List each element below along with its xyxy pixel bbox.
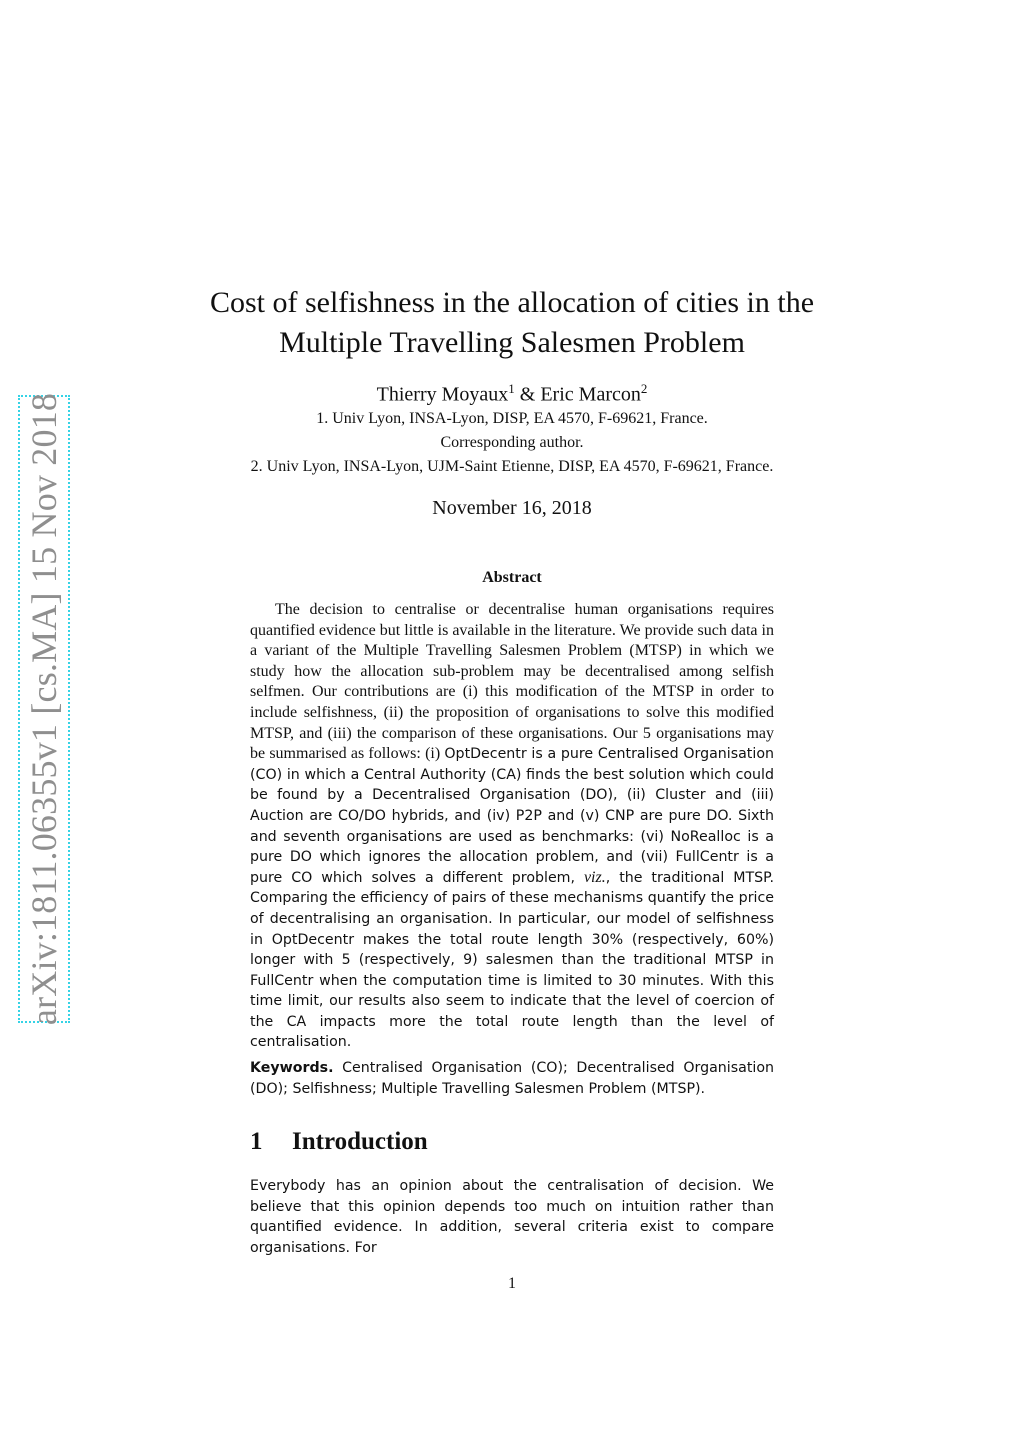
abstract-serif-text: The decision to centralise or decentralise human organisations requires quantified evidence but little is available in the literature. We provide such data in a variant of the Multiple Travelling Salesmen Problem (MTSP) in which we study how the allocation sub-problem may be decentralised among selfish selfmen. Our contributions are (i) this modification of the MTSP in order to include selfishness, (ii) the proposition of organisations to solve this modified MTSP, and (iii) the comparison of these organisations. Our 5 organisations may be summarised as follows: (i) — [250, 601, 774, 763]
title-line-2: Multiple Travelling Salesmen Problem — [279, 326, 745, 359]
arxiv-stamp[interactable]: arXiv:1811.06355v1 [cs.MA] 15 Nov 2018 — [24, 392, 64, 1026]
author-1-affil-mark: 1 — [508, 381, 515, 396]
abstract-sans-text-end: , the traditional MTSP. Comparing the efficiency of pairs of these mechanisms quantify the price of decentralising an organisation. In particular, our model of selfishness in OptDecentr makes the total route length 30% (respectively, 60%) longer with 5 (respectively, 9) salesmen than the traditional MTSP in FullCentr when the computation time is limited to 30 minutes. With this time limit, our results also seem to indicate that the level of coercion of the CA impacts more the total route length than the level of centralisation. — [250, 869, 774, 1051]
affiliation-2: 2. Univ Lyon, INSA-Lyon, UJM-Saint Etienne, DISP, EA 4570, F-69621, France. — [250, 458, 774, 475]
publication-date: November 16, 2018 — [432, 497, 592, 519]
section-number: 1 — [250, 1128, 263, 1155]
keywords-text: Centralised Organisation (CO); Decentralised Organisation (DO); Selfishness; Multiple Travelling Salesmen Problem (MTSP). — [250, 1060, 774, 1097]
title-line-1: Cost of selfishness in the allocation of cities in the — [209, 286, 815, 319]
keywords-label: Keywords. — [250, 1060, 334, 1076]
corresponding-author-note: Corresponding author. — [440, 434, 584, 451]
arxiv-stamp-box[interactable] — [18, 392, 70, 1026]
affiliation-1: 1. Univ Lyon, INSA-Lyon, DISP, EA 4570, F-69621, France. — [316, 410, 708, 427]
abstract-viz: viz. — [583, 868, 606, 886]
author-separator: & — [514, 383, 541, 406]
keywords — [250, 1058, 774, 1099]
paper-title — [120, 283, 904, 363]
abstract-paragraph — [250, 600, 774, 1053]
abstract-heading: Abstract — [482, 569, 542, 586]
intro-paragraph: Everybody has an opinion about the centralisation of decision. We believe that this opinion depends too much on intuition rather than quantified evidence. In addition, several criteria exist to compare organisations. For — [250, 1178, 774, 1256]
author-1: Thierry Moyaux — [376, 383, 509, 406]
page-number: 1 — [508, 1275, 516, 1292]
author-2-affil-mark: 2 — [640, 381, 648, 396]
abstract-sans-text: OptDecentr is a pure Centralised Organisation (CO) in which a Central Authority (CA) finds the best solution which could be found by a Decentralised Organisation (DO), (ii) Cluster and (iii) Auction are CO/DO hybrids, and (iv) P2P and (v) CNP are pure DO. Sixth and seventh organisations are used as benchmarks: (vi) NoRealloc is a pure DO which ignores the allocation problem, and (vii) FullCentr is a pure CO which solves a different problem, — [250, 746, 774, 886]
section-title: Introduction — [292, 1128, 428, 1155]
section-heading — [250, 1128, 428, 1156]
author-list — [120, 381, 904, 407]
abstract-body — [250, 600, 774, 1053]
author-2: Eric Marcon — [540, 383, 641, 406]
introduction-body — [250, 1176, 774, 1258]
